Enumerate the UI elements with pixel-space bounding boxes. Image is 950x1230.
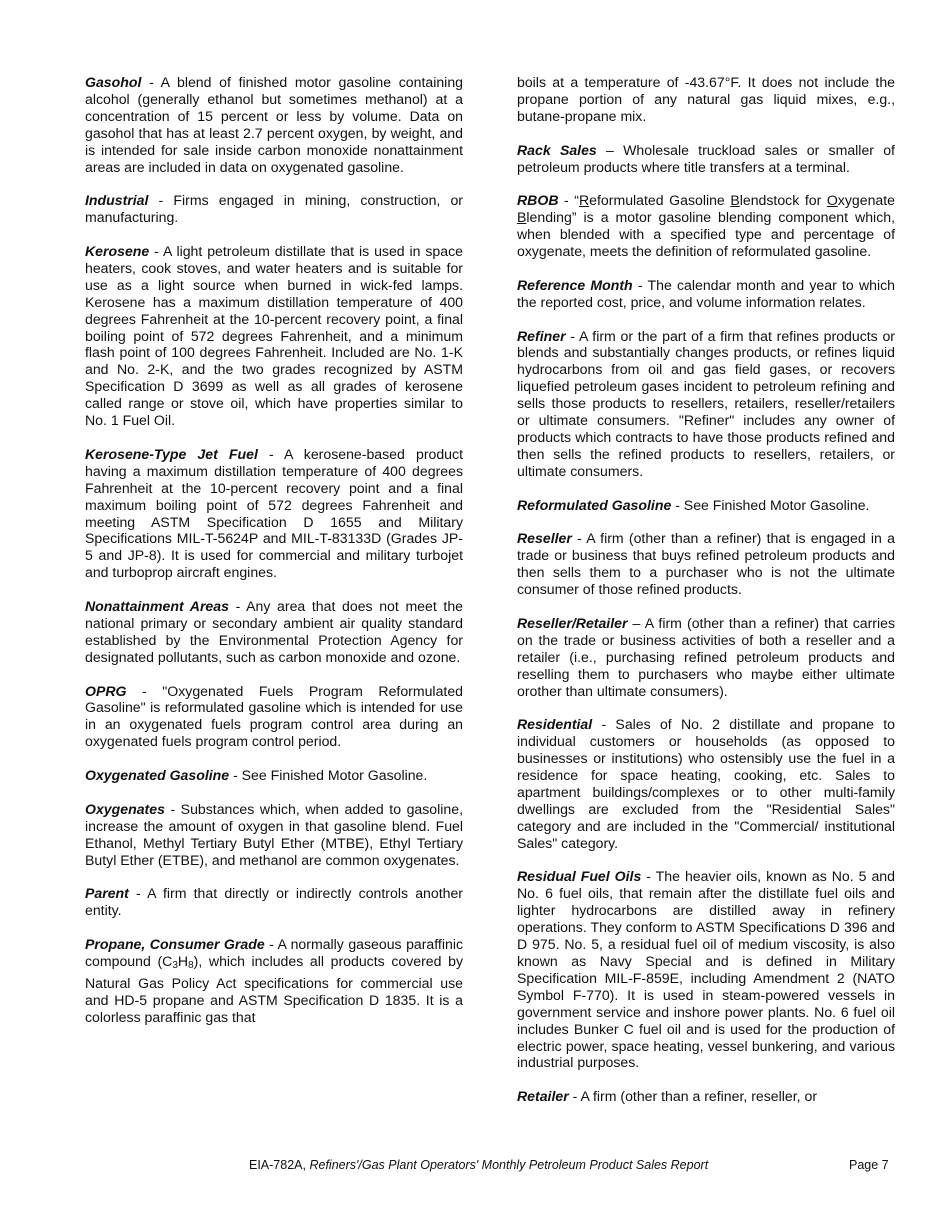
definition-text: ), which includes all products covered by Natural Gas Policy Act specifications for commercial use and HD-5 propane and ASTM Specification D 1835. It is a colorless paraffinic gas that (85, 952, 463, 1025)
definition-refiner (517, 328, 895, 480)
definition-residential (517, 716, 895, 851)
term: Kerosene-Type Jet Fuel (85, 445, 258, 462)
term: Nonattainment Areas (85, 598, 229, 615)
definition-rack-sales (517, 142, 895, 176)
definition-text: lendstock for (739, 192, 827, 209)
term: Oxygenated Gasoline (85, 767, 230, 784)
definition-industrial (85, 192, 463, 226)
term: Reseller/Retailer (517, 614, 628, 631)
definition-text: - See Finished Motor Gasoline. (671, 496, 870, 513)
definition-oprg (85, 683, 463, 751)
term: Rack Sales (517, 141, 597, 158)
page-number: Page 7 (849, 1158, 889, 1172)
underlined-letter: O (826, 192, 838, 209)
definition-text: - A firm (other than a refiner, reseller, or (568, 1088, 818, 1105)
definition-text: – Wholesale truckload sales or smaller of petroleum products where title transfers at a terminal. (517, 141, 895, 175)
definition-parent (85, 885, 463, 919)
definition-text: - A firm that directly or indirectly controls another entity. (85, 885, 463, 919)
definition-text: - The calendar month and year to which the reported cost, price, and volume information relates. (517, 276, 895, 310)
definition-text: - A firm or the part of a firm that refines products or blends and substantially changes products, or refines liquid hydrocarbons from oil and gas field gases, or recovers liquefied petroleum gases incident to petroleum refining and sells those products to resellers, retailers, reseller/retailers or ultimate consumers. "Refiner" includes any owner of products which contracts to have those products refined and then sells the refined products to resellers, retailers, or ultimate consumers. (517, 327, 895, 479)
definition-retailer (517, 1088, 895, 1105)
definition-text: boils at a temperature of -43.67°F. It does not include the propane portion of any natural gas liquid mixes, e.g., butane-propane mix. (517, 74, 895, 124)
definition-kerosene (85, 243, 463, 429)
form-number: EIA-782A, (249, 1158, 306, 1172)
definition-reformulated-gasoline (517, 497, 895, 514)
underlined-letter: B (730, 192, 740, 209)
definition-text: - A normally gaseous paraffinic compound (C (85, 936, 463, 969)
definition-oxygenates (85, 801, 463, 869)
definition-text: - A kerosene-based product having a maximum distillation temperature of 400 degrees Fahrenheit at the 10-percent recovery point and a final maximum boiling point of 572 degrees Fahrenheit and meeting ASTM Specification D 1655 and Military Specifications MIL-T-5624P and MIL-T-83133D (Grades JP-5 and JP-8). It is used for commercial and military turbojet and turboprop aircraft engines. (85, 445, 463, 581)
definition-text: - Any area that does not meet the national primary or secondary ambient air quality standard established by the Environmental Protection Agency for designated pollutants, such as carbon monoxide and ozone. (85, 598, 463, 665)
definition-residual-fuel-oils (517, 868, 895, 1071)
term: Kerosene (85, 243, 150, 260)
definition-text: - A firm (other than a refiner) that is engaged in a trade or business that buys refined petroleum products and then sells them to a purchaser who is not the ultimate consumer of those refined products. (517, 530, 895, 598)
term: Residual Fuel Oils (517, 868, 642, 885)
term: Reformulated Gasoline (517, 496, 672, 513)
definition-rbob (517, 192, 895, 260)
footer-report-reference (249, 1158, 708, 1172)
definition-oxygenated-gasoline (85, 767, 463, 784)
term: Refiner (517, 327, 566, 344)
definition-reference-month (517, 277, 895, 311)
term: Residential (517, 716, 593, 733)
definition-text: - Substances which, when added to gasoline, increase the amount of oxygen in that gasoline blend. Fuel Ethanol, Methyl Tertiary Butyl Ether (MTBE), Ethyl Tertiary Butyl Ether (ETBE), and methanol are common oxygenates. (85, 800, 463, 868)
underlined-letter: R (578, 192, 590, 209)
definition-text: - The heavier oils, known as No. 5 and No. 6 fuel oils, that remain after the distillate fuel oils and lighter hydrocarbons are distilled away in refinery operations. They conform to ASTM Specifications D 396 and D 975. No. 5, a residual fuel oil of medium viscosity, is also known as Navy Special and is defined in Military Specification MIL-F-859E, including Amendment 2 (NATO Symbol F-770). It is used in steam-powered vessels in government service and inshore power plants. No. 6 fuel oil includes Bunker C fuel oil and is used for the production of electric power, space heating, vessel bunkering, and various industrial purposes. (517, 868, 895, 1071)
subscript: 3 (172, 959, 178, 971)
definition-text: eformulated Gasoline (589, 192, 731, 209)
definition-text: – A firm (other than a refiner) that carries on the trade or business activities of both a reseller and a retailer (i.e., purchasing refined petroleum products and reselling them to purchasers who maybe either ultimate orother than ultimate consumers). (517, 614, 895, 699)
right-column (517, 74, 895, 1122)
term: Retailer (517, 1088, 569, 1105)
term: RBOB (517, 192, 559, 209)
term: OPRG (85, 682, 127, 699)
definition-text: - A blend of finished motor gasoline containing alcohol (generally ethanol but sometimes methanol) at a concentration of 15 percent or less by volume. Data on gasohol that has at least 2.7 percent oxygen, by weight, and is intended for sale inside carbon monoxide nonattainment areas are included in data on oxygenated gasoline. (85, 74, 463, 175)
term: Parent (85, 885, 129, 902)
definition-text: H (177, 952, 189, 969)
definition-nonattainment-areas (85, 598, 463, 666)
definition-text: - Firms engaged in mining, construction, or manufacturing. (85, 192, 463, 226)
definition-text: - Sales of No. 2 distillate and propane to individual customers or households (as opposed to businesses or institutions) who ostensibly use the fuel in a residence for space heating, cooking, etc. Sales to apartment buildings/complexes or to other multi-family dwellings are excluded from the "Residential Sales" category and are included in the "Commercial/ institutional Sales" category. (517, 716, 895, 851)
definition-kerosene-jet-fuel (85, 446, 463, 581)
underlined-letter: B (517, 209, 527, 226)
definition-text: - "Oxygenated Fuels Program Reformulated Gasoline" is reformulated gasoline which is intended for use in an oxygenated fuels program control area during an oxygenated fuels program control period. (85, 682, 463, 750)
definition-text: - A light petroleum distillate that is used in space heaters, cook stoves, and water heaters and is suitable for use as a light source when burned in wick-fed lamps. Kerosene has a maximum distillation temperature of 400 degrees Fahrenheit at the 10-percent recovery point, a final boiling point of 572 degrees Fahrenheit, and a minimum flash point of 100 degrees Fahrenheit. Included are No. 1-K and No. 2-K, and the two grades recognized by ASTM Specification D 3699 as well as all grades of kerosene called range or stove oil, which have properties similar to No. 1 Fuel Oil. (85, 243, 463, 429)
definition-text: lending” is a motor gasoline blending component which, when blended with a specified type and percentage of oxygenate, meets the definition of reformulated gasoline. (517, 209, 895, 260)
term: Propane, Consumer Grade (85, 936, 265, 953)
definition-propane-continued (517, 74, 895, 125)
subscript: 8 (188, 959, 194, 971)
term: Reseller (517, 530, 572, 547)
term: Industrial (85, 192, 149, 209)
term: Reference Month (517, 276, 633, 293)
definition-text: xygenate (837, 192, 895, 209)
definition-reseller-retailer (517, 615, 895, 700)
term: Oxygenates (85, 800, 165, 817)
definition-propane (85, 936, 463, 1026)
definition-reseller (517, 530, 895, 598)
term: Gasohol (85, 74, 142, 90)
definition-gasohol (85, 74, 463, 175)
left-column (85, 74, 463, 1043)
report-title: Refiners'/Gas Plant Operators' Monthly Petroleum Product Sales Report (309, 1158, 709, 1172)
definition-text: - “ (558, 192, 579, 209)
definition-text: - See Finished Motor Gasoline. (229, 767, 428, 784)
